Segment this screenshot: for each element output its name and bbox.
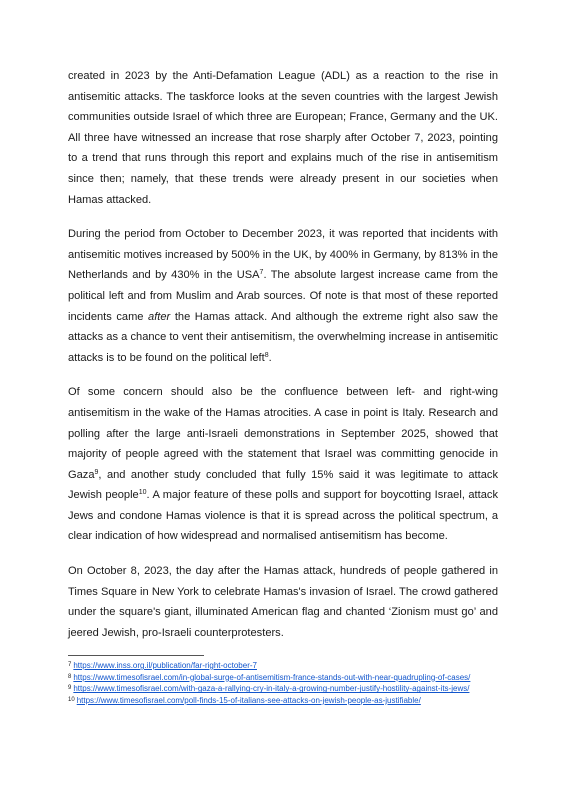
footnote xyxy=(68,672,508,684)
text-run: Of some concern should also be the confluence between left- and right-wing antisemitism in the wake of the Hamas atrocities. A case in point is Italy. Research and polling after the large anti-Israeli demonstrations in September 2025, showed that majority of people agreed with the statement that Israel was committing genocide in Gaza xyxy=(68,386,498,481)
text-run: . xyxy=(268,351,272,364)
text-run: , and another study concluded that fully 15% said it was legitimate to attack Jewish people xyxy=(68,468,498,502)
paragraph xyxy=(68,66,498,210)
footnote-number: 8 xyxy=(68,673,72,680)
footnote-reference: 8 xyxy=(264,351,269,359)
footnote-number: 9 xyxy=(68,685,72,692)
footnote xyxy=(68,695,508,707)
emphasis-text: after xyxy=(148,310,171,323)
text-run: During the period from October to December 2023, it was reported that incidents with antisemitic motives increased by 500% in the UK, by 400% in Germany, by 813% in the Netherlands and by 430% in the USA xyxy=(68,228,498,282)
text-run: . A major feature of these polls and support for boycotting Israel, attack Jews and condone Hamas violence is that it is spread across the political spectrum, a clear indication of how widespread and normalised antisemitism has become. xyxy=(68,489,498,543)
footnote-link[interactable]: https://www.timesofisrael.com/poll-finds-15-of-italians-see-attacks-on-jewish-people-as-justifiable/ xyxy=(76,695,421,705)
footnote-link[interactable]: https://www.timesofisrael.com/with-gaza-a-rallying-cry-in-italy-a-growing-number-justify-hostility-against-its-jews/ xyxy=(73,684,470,694)
footnote-reference: 9 xyxy=(94,468,99,476)
paragraph xyxy=(68,224,498,368)
footnote-reference: 7 xyxy=(259,269,264,277)
paragraph xyxy=(68,382,498,547)
paragraph xyxy=(68,561,498,643)
text-run: the Hamas attack. And although the extreme right also saw the attacks as a chance to vent their antisemitism, the overwhelming increase in antisemitic attacks is to be found on the political left xyxy=(68,310,498,364)
footnote-link[interactable]: https://www.inss.org.il/publication/far-right-october-7 xyxy=(73,661,257,670)
footnote xyxy=(68,660,508,672)
footnote xyxy=(68,683,508,695)
text-run: created in 2023 by the Anti-Defamation League (ADL) as a reaction to the rise in antisemitic attacks. The taskforce looks at the seven countries with the largest Jewish communities outside Israel of which three are European; France, Germany and the UK. All three have witnessed an increase that rose sharply after October 7, 2023, pointing to a trend that runs through this report and explains much of the rise in antisemitism since then; namely, that these trends were already present in our societies when Hamas attacked. xyxy=(68,70,498,206)
text-run: On October 8, 2023, the day after the Hamas attack, hundreds of people gathered in Times Square in New York to celebrate Hamas's invasion of Israel. The crowd gathered under the square's giant, illuminated American flag and chanted ‘Zionism must go’ and jeered Jewish, pro-Israeli counterprotesters. xyxy=(68,565,498,639)
footnote-number: 7 xyxy=(68,662,72,668)
body-text xyxy=(68,66,498,657)
footnotes xyxy=(68,660,508,706)
footnote-link[interactable]: https://www.timesofisrael.com/in-global-surge-of-antisemitism-france-stands-out-with-near-quadrupling-of-cases/ xyxy=(73,672,471,682)
footnote-separator xyxy=(68,655,204,656)
text-run: . The absolute largest increase came from the political left and from Muslim and Arab sources. Of note is that most of these reported incidents came xyxy=(68,269,498,323)
footnote-reference: 10 xyxy=(138,489,147,497)
footnote-number: 10 xyxy=(68,696,75,703)
